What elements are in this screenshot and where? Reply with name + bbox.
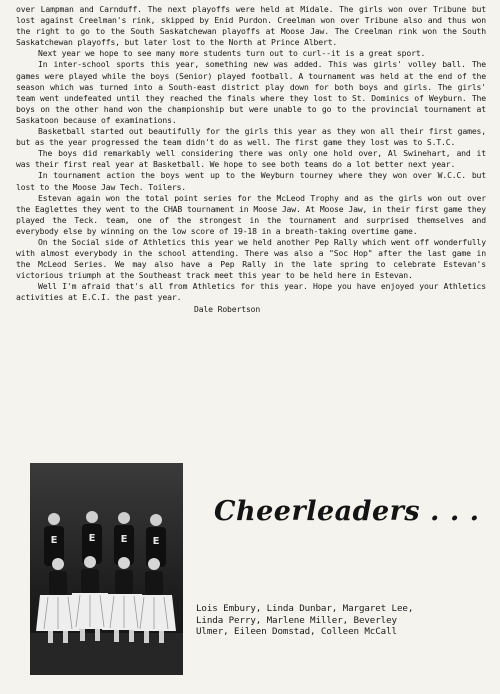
sweater-letter: E — [88, 533, 96, 544]
sweater-letter: E — [120, 534, 128, 545]
names-line: Linda Perry, Marlene Miller, Beverley — [196, 614, 397, 626]
cheerleaders-photo — [30, 463, 183, 675]
cheerleaders-heading: Cheerleaders . . . — [214, 496, 480, 527]
article-paragraph: Basketball started out beautifully for the girls this year as they won all their first games, but as the year progressed the team didn't do as well. The first game they lost was to S.T.C. — [16, 126, 486, 148]
article-paragraph: The boys did remarkably well considering there was only one hold over, Al Swinehart, and it was their first real year at Basketball. We hope to see both teams do a lot better next year. — [16, 148, 486, 170]
article-paragraph: In tournament action the boys went up to the Weyburn tourney where they won over W.C.C. but lost to the Moose Jaw Tech. Toilers. — [16, 170, 486, 192]
article-paragraph: over Lampman and Carnduff. The next playoffs were held at Midale. The girls won over Tribune but lost against Creelman's rink, skipped by Enid Purdon. Creelman won over Tribune also and thus won the right to go to the South Saskatchewan playoffs at Moose Jaw. The Creelman rink won the South Saskatchewan playoffs, but later lost to the North at Prince Albert. — [16, 4, 486, 48]
sweater-letter: E — [152, 536, 160, 547]
athletics-article — [16, 4, 486, 315]
article-paragraph: On the Social side of Athletics this year we held another Pep Rally which went off wonderfully with almost everybody in the school attending. There was also a "Soc Hop" after the last game in the McLeod Series. We may also have a Pep Rally in the late spring to celebrate Estevan's victorious triumph at the Southeast track meet this year to be held here in Estevan. — [16, 236, 486, 281]
article-paragraph: Estevan again won the total point series for the McLeod Trophy and as the girls won out over the Eaglettes they went to the CHAB tournament in Moose Jaw. At Moose Jaw, in their first game they played the Teck. team, one of the strongest in the tournament and surprised themselves and everybody else by winning on the low score of 19-18 in a breath-taking overtime game. — [16, 192, 486, 236]
names-line: Ulmer, Eileen Domstad, Colleen McCall — [196, 626, 397, 637]
article-paragraph: Next year we hope to see many more students turn out to curl--it is a great sport. — [38, 48, 426, 59]
article-paragraph: Well I'm afraid that's all from Athletics for this year. Hope you have enjoyed your Athletics activities at E.C.I. the past year. — [16, 281, 486, 303]
sweater-letter: E — [50, 535, 58, 546]
article-paragraph: In inter-school sports this year, something new was added. This was girls' volley ball. The games were played while the boys (Senior) played football. A tournament was held at the end of the season which was turned into a South-east district play down for both boys and girls. The girls' team went undefeated until they reached the finals where they lost to St. Dominics of Weyburn. The boys on the other hand won the championship but were unable to go to the provincial tournament at Saskatoon because of examinations. — [16, 59, 486, 125]
cheerleaders-names — [196, 603, 486, 638]
article-signature: Dale Robertson — [194, 303, 261, 314]
names-line: Lois Embury, Linda Dunbar, Margaret Lee, — [196, 603, 414, 614]
